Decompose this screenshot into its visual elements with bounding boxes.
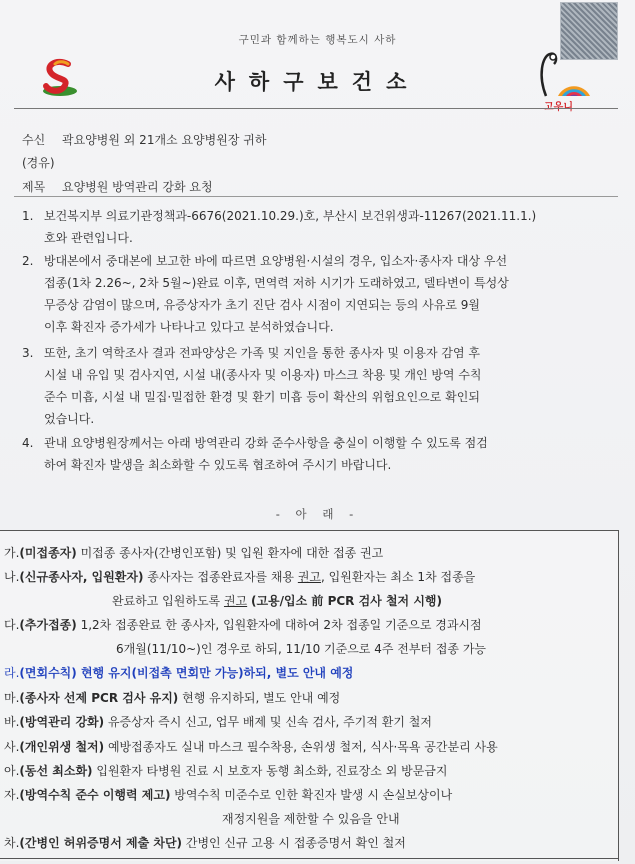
rule-bold-note: (고용/입소 前 PCR 검사 철저 시행): [250, 594, 442, 608]
rule-heading: (추가접종): [19, 618, 77, 632]
rule-marker: 라.: [4, 666, 20, 680]
section-heading-ara: - 아 래 -: [275, 507, 360, 521]
rule-marker: 다.: [4, 618, 20, 632]
rule-ja: [4, 786, 452, 803]
item-number: 4.: [22, 436, 34, 450]
rule-text: 1,2차 접종완료 한 종사자, 입원환자에 대하여 2차 접종일 기준으로 경과시점: [76, 618, 482, 632]
subject-value: 요양병원 방역관리 강화 요청: [62, 180, 213, 194]
body-item-2: [22, 250, 618, 338]
rule-cha: [4, 834, 406, 851]
rule-na-continued: [112, 592, 442, 609]
rule-underlined: 권고: [297, 570, 322, 584]
rule-sa: [4, 738, 498, 755]
rule-text: 유증상자 즉시 신고, 업무 배제 및 신속 검사, 주기적 환기 철저: [104, 715, 432, 729]
header-divider: [14, 108, 618, 109]
rule-marker: 아.: [4, 764, 20, 778]
rule-heading: (방역수칙 준수 이행력 제고): [19, 788, 171, 802]
item-line: 무증상 감염이 많으며, 유증상자가 초기 진단 검사 시점이 지연되는 등의 사유로 9월: [44, 298, 480, 312]
rule-marker: 마.: [4, 691, 20, 705]
body-item-4: [22, 432, 618, 476]
rule-marker: 바.: [4, 715, 20, 729]
subject-label: 제목: [22, 180, 46, 194]
item-line: 이후 확진자 증가세가 나타나고 있다고 분석하였습니다.: [44, 320, 334, 334]
item-number: 2.: [22, 254, 34, 268]
rule-text: 완료하고 입원하도록: [112, 594, 224, 608]
rule-heading: (방역관리 강화): [19, 715, 105, 729]
rule-text: 예방접종자도 실내 마스크 필수착용, 손위생 철저, 식사·목욕 공간분리 사용: [104, 740, 498, 754]
rule-heading: (미접종자): [19, 546, 77, 560]
rule-text: 방역수칙 미준수로 인한 확진자 발생 시 손실보상이나: [170, 788, 453, 802]
rule-da: [4, 616, 482, 633]
rule-ja-continued: 재정지원을 제한할 수 있음을 안내: [222, 812, 400, 826]
rule-heading: (면회수칙): [19, 666, 77, 680]
item-line: 보건복지부 의료기관정책과-6676(2021.10.29.)호, 부산시 보건위생과-11267(2021.11.1.): [44, 209, 537, 223]
item-number: 1.: [22, 209, 34, 223]
rule-heading: (동선 최소화): [19, 764, 93, 778]
rule-marker: 사.: [4, 740, 20, 754]
rule-na: [4, 568, 475, 585]
rules-box-bottom: [0, 858, 618, 859]
item-number: 3.: [22, 346, 34, 360]
rule-text: 미접종 종사자(간병인포함) 및 입원 환자에 대한 접종 권고: [76, 546, 384, 560]
body-item-1: [22, 205, 618, 249]
item-line: 준수 미흡, 시설 내 밀집·밀접한 환경 및 환기 미흡 등이 확산의 위험요인으로 확인되: [44, 390, 480, 404]
rule-text: 현행 유지(비접촉 면회만 가능)하되, 별도 안내 예정: [76, 666, 354, 680]
rule-text: 현행 유지하되, 별도 안내 예정: [178, 691, 341, 705]
rule-heading: (신규종사자, 입원환자): [19, 570, 144, 584]
rule-marker: 나.: [4, 570, 20, 584]
body-item-3: [22, 342, 618, 430]
recipient-label: 수신: [22, 133, 46, 147]
rule-ma: [4, 689, 340, 706]
subject-line: [22, 178, 213, 195]
header-slogan: 구민과 함께하는 행복도시 사하: [238, 34, 397, 46]
swan-mascot-icon: [528, 46, 592, 102]
rule-heading: (간병인 허위증명서 제출 차단): [19, 836, 183, 850]
item-line: 었습니다.: [44, 412, 95, 426]
meta-divider: [14, 196, 618, 197]
page-title: 사하구보건소: [214, 70, 421, 94]
rule-heading: (종사자 선제 PCR 검사 유지): [19, 691, 179, 705]
recipient-line: [22, 131, 266, 148]
item-line: 또한, 초기 역학조사 결과 전파양상은 가족 및 지인을 통한 종사자 및 이용자 감염 후: [44, 346, 480, 360]
rule-ga: [4, 544, 383, 561]
mascot-label: 고우니: [544, 102, 573, 113]
item-line: 접종(1차 2.26~, 2차 5월~)완료 이후, 면역력 저하 시기가 도래하였고, 델타변이 특성상: [44, 276, 509, 290]
item-line: 방대본에서 중대본에 보고한 바에 따르면 요양병원·시설의 경우, 입소자·종사자 대상 우선: [44, 254, 508, 268]
rule-a: [4, 762, 447, 779]
rule-ra: [4, 664, 353, 681]
rule-heading: (개인위생 철저): [19, 740, 105, 754]
rule-marker: 자.: [4, 788, 20, 802]
item-line: 호와 관련입니다.: [44, 231, 133, 245]
rule-da-continued: 6개월(11/10~)인 경우로 하되, 11/10 기준으로 4주 전부터 접종 가능: [116, 642, 487, 656]
rule-text: , 입원환자는 최소 1차 접종을: [321, 570, 476, 584]
recipient-value: 곽요양병원 외 21개소 요양병원장 귀하: [62, 133, 267, 147]
rule-ba: [4, 713, 432, 730]
rule-text: 종사자는 접종완료자를 채용: [143, 570, 298, 584]
rule-marker: 차.: [4, 836, 20, 850]
rule-marker: 가.: [4, 546, 20, 560]
rule-text: 입원환자 타병원 진료 시 보호자 동행 최소화, 진료장소 외 방문금지: [92, 764, 448, 778]
via-line: (경유): [22, 156, 55, 170]
rule-text: 간병인 신규 고용 시 접종증명서 확인 철저: [182, 836, 406, 850]
item-line: 하여 확진자 발생을 최소화할 수 있도록 협조하여 주시기 바랍니다.: [44, 458, 392, 472]
item-line: 관내 요양병원장께서는 아래 방역관리 강화 준수사항을 충실이 이행할 수 있도록 점검: [44, 436, 488, 450]
rule-underlined: 권고: [223, 594, 248, 608]
item-line: 시설 내 유입 및 검사지연, 시설 내(종사자 및 이용자) 마스크 착용 및 개인 방역 수칙: [44, 368, 482, 382]
